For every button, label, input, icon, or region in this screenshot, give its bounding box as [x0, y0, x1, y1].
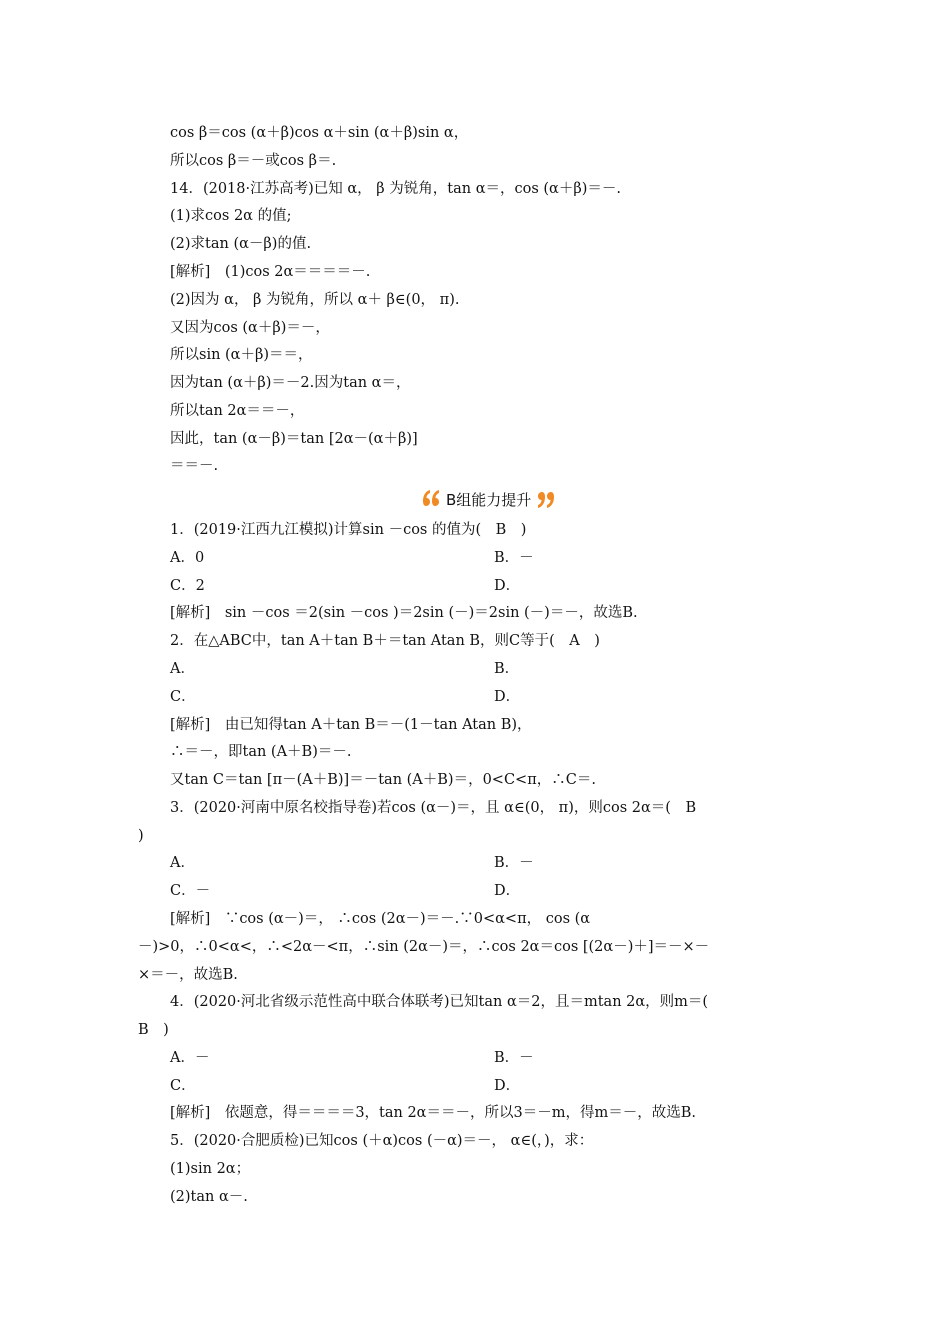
question-4: 4．(2020·河北省级示范性高中联合体联考)已知tan α＝2，且＝mtan 2α，则m＝( [170, 994, 709, 1010]
text-line: cos β＝cos (α＋β)cos α＋sin (α＋β)sin α， [170, 125, 469, 141]
text-line: 所以cos β＝－或cos β＝. [170, 153, 337, 169]
option-b: B．－ [494, 1050, 534, 1066]
option-d: D． [494, 689, 521, 705]
option-a: A．0 [170, 550, 205, 566]
question-2: 2．在△ABC中，tan A＋tan B＋＝tan Atan B，则C等于( A ) [170, 633, 600, 649]
solution-line: [解析] ∵cos (α－)＝， ∴cos (2α－)＝－.∵0<α<π， cos (α [170, 911, 591, 927]
text-line: ) [138, 828, 144, 844]
open-quote-icon [420, 488, 442, 510]
close-quote-icon [535, 488, 557, 510]
solution-line: 所以tan 2α＝＝－， [170, 403, 305, 419]
option-c: C．－ [170, 883, 211, 899]
option-b: B．－ [494, 855, 534, 871]
option-a: A． [170, 855, 195, 871]
solution-line: [解析] (1)cos 2α＝＝＝＝－. [170, 264, 371, 280]
option-b: B． [494, 661, 520, 677]
option-a: A． [170, 661, 195, 677]
text-line: (1)sin 2α； [170, 1161, 251, 1177]
solution-line: ∴＝－，即tan (A＋B)＝－. [170, 744, 352, 760]
text-line: (2)tan α－. [170, 1189, 248, 1205]
option-c: C．2 [170, 578, 205, 594]
text-line: B ) [138, 1022, 169, 1038]
solution-line: －)>0，∴0<α<，∴<2α－<π，∴sin (2α－)＝，∴cos 2α＝cos [(2α－)＋]＝－×－ [138, 939, 710, 955]
solution-line: 又tan C＝tan [π－(A＋B)]＝－tan (A＋B)＝，0<C<π，∴C＝. [170, 772, 596, 788]
option-d: D． [494, 1078, 521, 1094]
text-line: (1)求cos 2α 的值; [170, 208, 292, 224]
solution-line: 因为tan (α＋β)＝－2.因为tan α＝， [170, 375, 411, 391]
question-5: 5．(2020·合肥质检)已知cos (＋α)cos (－α)＝－， α∈(，)，求： [170, 1133, 594, 1149]
option-d: D． [494, 883, 521, 899]
solution-line: 所以sin (α＋β)＝＝， [170, 347, 313, 363]
question-1: 1．(2019·江西九江模拟)计算sin －cos 的值为( B ) [170, 522, 527, 538]
option-c: C． [170, 689, 196, 705]
solution-line: [解析] 依题意，得＝＝＝＝3，tan 2α＝＝－，所以3＝－m，得m＝－，故选B. [170, 1105, 696, 1121]
problem-14-title: 14．(2018·江苏高考)已知 α， β 为锐角，tan α＝，cos (α＋β)＝－. [170, 181, 621, 197]
solution-line: [解析] 由已知得tan A＋tan B＝－(1－tan Atan B)， [170, 717, 532, 733]
solution-line: [解析] sin －cos ＝2(sin －cos )＝2sin (－)＝2sin (－)＝－，故选B. [170, 605, 638, 621]
solution-line: 因此，tan (α－β)＝tan [2α－(α＋β)] [170, 431, 418, 447]
solution-line: ＝＝－. [170, 458, 219, 474]
section-banner [420, 486, 557, 512]
question-3: 3．(2020·河南中原名校指导卷)若cos (α－)＝，且 α∈(0， π)，则cos 2α＝( B [170, 800, 697, 816]
option-a: A．－ [170, 1050, 210, 1066]
section-title: B组能力提升 [446, 490, 532, 509]
option-b: B．－ [494, 550, 534, 566]
option-c: C． [170, 1078, 196, 1094]
solution-line: (2)因为 α， β 为锐角，所以 α＋ β∈(0， π). [170, 292, 460, 308]
text-line: (2)求tan (α－β)的值. [170, 236, 312, 252]
solution-line: 又因为cos (α＋β)＝－， [170, 320, 330, 336]
solution-line: ×＝－，故选B. [138, 967, 238, 983]
option-d: D． [494, 578, 521, 594]
